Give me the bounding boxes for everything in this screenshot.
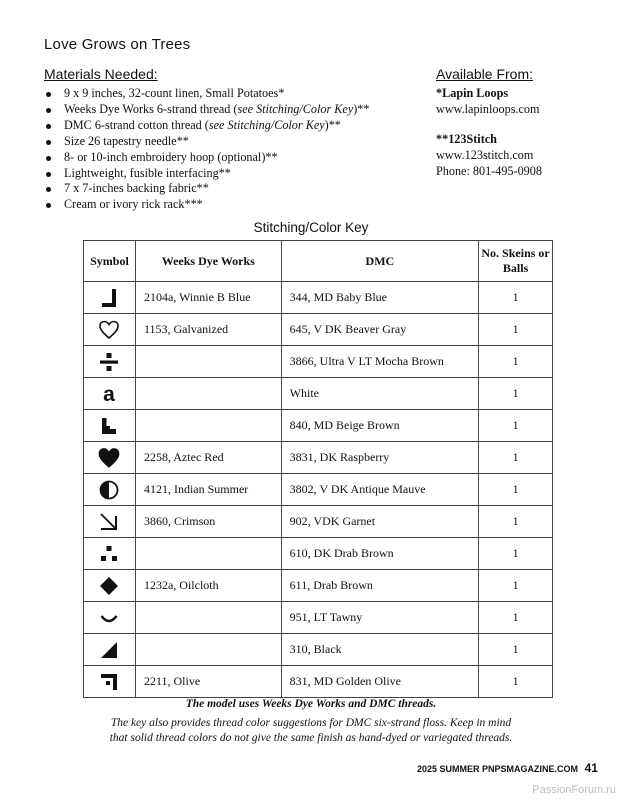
half-circle-icon <box>98 479 120 501</box>
corner-bottom-right-icon <box>98 287 120 309</box>
page-number: 41 <box>584 761 598 775</box>
dmc-cell: 3802, V DK Antique Mauve <box>281 474 478 506</box>
symbol-cell <box>84 634 136 666</box>
dmc-cell: 344, MD Baby Blue <box>281 282 478 314</box>
dmc-cell: White <box>281 378 478 410</box>
footer-site: PNPSMAGAZINE.COM <box>482 764 579 774</box>
thread-note-line: that solid thread colors do not give the same finish as hand-dyed or variegated threads. <box>109 732 513 744</box>
dmc-cell: 3831, DK Raspberry <box>281 442 478 474</box>
wdw-cell: 2104a, Winnie B Blue <box>135 282 281 314</box>
diamond-icon <box>98 575 120 597</box>
wdw-cell <box>135 538 281 570</box>
table-row <box>84 346 553 378</box>
smile-arc-icon <box>98 607 120 629</box>
table-row <box>84 570 553 602</box>
table-row <box>84 378 553 410</box>
wdw-cell: 1153, Galvanized <box>135 314 281 346</box>
source-123stitch <box>436 132 606 180</box>
heart-filled-icon <box>97 446 121 470</box>
list-item: Cream or ivory rick rack*** <box>44 197 424 213</box>
dmc-cell: 831, MD Golden Olive <box>281 666 478 698</box>
count-cell: 1 <box>479 634 553 666</box>
dmc-cell: 310, Black <box>281 634 478 666</box>
thread-note-line: The key also provides thread color suggestions for DMC six-strand floss. Keep in mind <box>110 717 512 729</box>
count-cell: 1 <box>479 538 553 570</box>
page-title: Love Grows on Trees <box>44 36 191 53</box>
wdw-cell: 2258, Aztec Red <box>135 442 281 474</box>
model-note: The model uses Weeks Dye Works and DMC threads. <box>185 698 437 710</box>
table-row <box>84 666 553 698</box>
table-row <box>84 282 553 314</box>
count-cell: 1 <box>479 506 553 538</box>
source-url[interactable]: www.lapinloops.com <box>436 101 540 116</box>
list-item: 9 x 9 inches, 32-count linen, Small Potatoes* <box>44 86 424 102</box>
table-row <box>84 410 553 442</box>
wdw-cell <box>135 602 281 634</box>
materials-section <box>44 66 424 213</box>
wdw-cell: 3860, Crimson <box>135 506 281 538</box>
table-header-row <box>84 241 553 282</box>
key-title: Stitching/Color Key <box>253 220 369 235</box>
header-symbol: Symbol <box>84 241 136 282</box>
count-cell: 1 <box>479 442 553 474</box>
list-item <box>44 118 424 134</box>
count-cell: 1 <box>479 474 553 506</box>
count-cell: 1 <box>479 282 553 314</box>
step-icon <box>98 415 120 437</box>
table-row <box>84 602 553 634</box>
triangle-icon <box>98 639 120 661</box>
symbol-cell <box>84 442 136 474</box>
symbol-cell <box>84 570 136 602</box>
symbol-cell <box>84 666 136 698</box>
symbol-cell <box>84 282 136 314</box>
letter-a-icon <box>98 383 120 405</box>
page-footer <box>417 761 598 775</box>
wdw-cell <box>135 410 281 442</box>
footer-issue: 2025 SUMMER <box>417 764 480 774</box>
symbol-cell <box>84 314 136 346</box>
count-cell: 1 <box>479 602 553 634</box>
source-lapin-loops <box>436 86 606 118</box>
symbol-cell <box>84 506 136 538</box>
table-row <box>84 442 553 474</box>
source-name: *Lapin Loops <box>436 86 509 100</box>
materials-heading: Materials Needed: <box>44 66 158 82</box>
dmc-cell: 645, V DK Beaver Gray <box>281 314 478 346</box>
table-row <box>84 634 553 666</box>
table-row <box>84 538 553 570</box>
source-url[interactable]: www.123stitch.com <box>436 147 534 162</box>
thread-note <box>40 716 582 746</box>
dmc-cell: 840, MD Beige Brown <box>281 410 478 442</box>
wdw-cell <box>135 634 281 666</box>
stitching-color-key-table <box>83 240 553 698</box>
symbol-cell <box>84 346 136 378</box>
materials-list <box>44 86 424 213</box>
corner-dot-icon <box>98 671 120 693</box>
symbol-cell <box>84 410 136 442</box>
list-item: 8- or 10-inch embroidery hoop (optional)** <box>44 150 424 166</box>
available-heading: Available From: <box>436 66 534 82</box>
watermark: PassionForum.ru <box>532 784 616 796</box>
source-name: **123Stitch <box>436 131 497 146</box>
list-item <box>44 102 424 118</box>
count-cell: 1 <box>479 314 553 346</box>
available-section <box>436 66 606 180</box>
symbol-cell <box>84 378 136 410</box>
wdw-cell <box>135 346 281 378</box>
divide-icon <box>98 351 120 373</box>
wdw-cell: 2211, Olive <box>135 666 281 698</box>
svg-text:a: a <box>103 382 116 405</box>
arrow-down-right-icon <box>98 511 120 533</box>
dmc-cell: 902, VDK Garnet <box>281 506 478 538</box>
list-item: Lightweight, fusible interfacing** <box>44 166 424 182</box>
three-squares-icon <box>98 543 120 565</box>
wdw-cell: 4121, Indian Summer <box>135 474 281 506</box>
source-phone: Phone: 801-495-0908 <box>436 163 542 178</box>
dmc-cell: 951, LT Tawny <box>281 602 478 634</box>
count-cell: 1 <box>479 666 553 698</box>
symbol-cell <box>84 602 136 634</box>
count-cell: 1 <box>479 410 553 442</box>
dmc-cell: 610, DK Drab Brown <box>281 538 478 570</box>
count-cell: 1 <box>479 346 553 378</box>
header-weeks-dye-works: Weeks Dye Works <box>135 241 281 282</box>
dmc-cell: 3866, Ultra V LT Mocha Brown <box>281 346 478 378</box>
list-item-text: DMC 6-strand cotton thread (see Stitching/Color Key)** <box>64 117 341 132</box>
heart-outline-icon <box>98 319 120 341</box>
symbol-cell <box>84 474 136 506</box>
table-row <box>84 314 553 346</box>
count-cell: 1 <box>479 378 553 410</box>
table-row <box>84 474 553 506</box>
wdw-cell: 1232a, Oilcloth <box>135 570 281 602</box>
list-item: 7 x 7-inches backing fabric** <box>44 181 424 197</box>
list-item: Size 26 tapestry needle** <box>44 134 424 150</box>
header-dmc: DMC <box>281 241 478 282</box>
dmc-cell: 611, Drab Brown <box>281 570 478 602</box>
table-row <box>84 506 553 538</box>
count-cell: 1 <box>479 570 553 602</box>
symbol-cell <box>84 538 136 570</box>
header-count: No. Skeins or Balls <box>479 241 553 282</box>
list-item-text: Weeks Dye Works 6-strand thread (see Stitching/Color Key)** <box>64 101 370 116</box>
wdw-cell <box>135 378 281 410</box>
